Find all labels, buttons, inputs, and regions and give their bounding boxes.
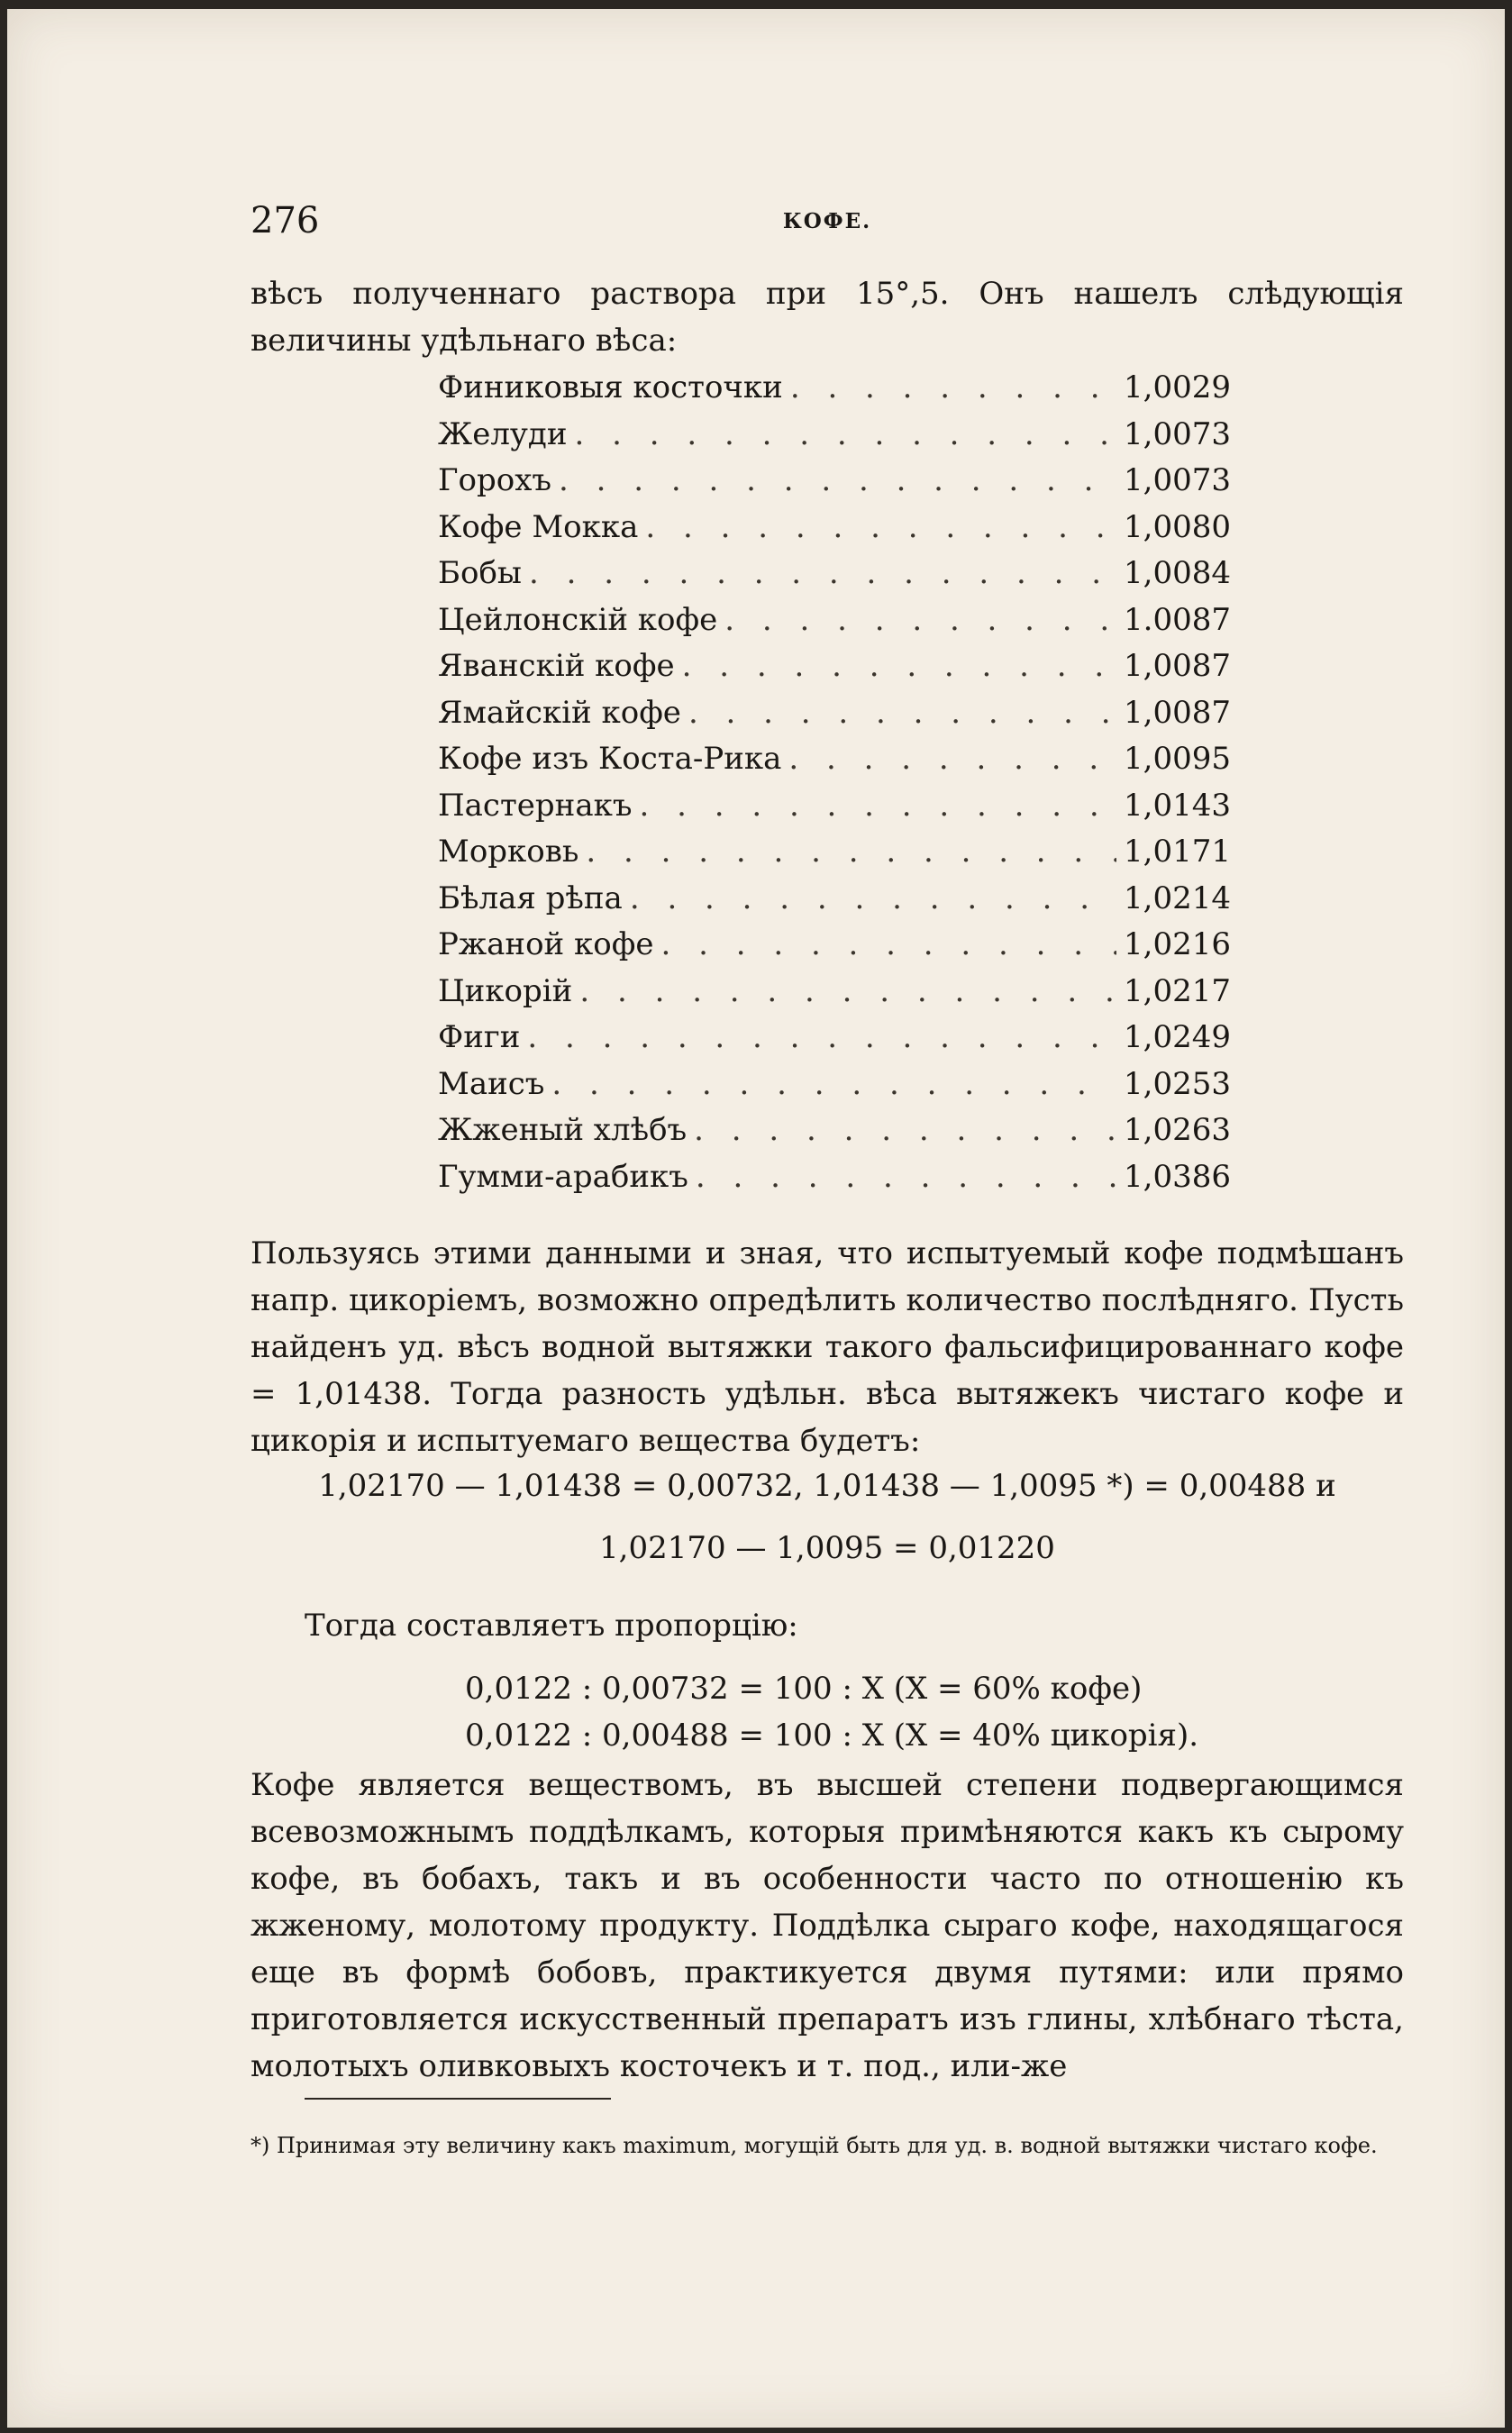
specific-gravity-value: 1,0217 [1124, 972, 1231, 1009]
dot-leader [645, 509, 1116, 545]
dot-leader [529, 555, 1116, 591]
table-row [438, 973, 1231, 1020]
substance-name: Цикорій [438, 972, 573, 1009]
specific-gravity-value: 1,0263 [1124, 1112, 1231, 1148]
equation-1: 1,02170 — 1,01438 = 0,00732, 1,01438 — 1,0095 *) = 0,00488 и [318, 1468, 1336, 1504]
footnote-rule [305, 2098, 611, 2100]
substance-name: Кофе Мокка [438, 508, 639, 545]
table-row [438, 1112, 1231, 1159]
substance-name: Жженый хлѣбъ [438, 1112, 688, 1148]
dot-leader [724, 602, 1116, 638]
table-row [438, 416, 1231, 463]
specific-gravity-value: 1,0171 [1124, 834, 1231, 870]
specific-gravity-value: 1,0084 [1124, 555, 1231, 591]
dot-leader [639, 788, 1116, 824]
dot-leader [682, 648, 1116, 684]
substance-name: Кофе изъ Коста-Рика [438, 741, 782, 777]
specific-gravity-value: 1,0249 [1124, 1019, 1231, 1055]
substance-name: Горохъ [438, 462, 552, 498]
table-row [438, 834, 1231, 880]
intro-paragraph: вѣсъ полученнаго раствора при 15°,5. Онъ нашелъ слѣдующія величины удѣльнаго вѣса: [250, 276, 1404, 359]
specific-gravity-value: 1,0080 [1124, 508, 1231, 545]
table-row [438, 926, 1231, 973]
specific-gravity-value: 1,0087 [1124, 694, 1231, 731]
table-row [438, 555, 1231, 602]
table-row [438, 602, 1231, 649]
table-row [438, 509, 1231, 556]
proportion-2: 0,0122 : 0,00488 = 100 : X (X = 40% цикорія). [465, 1718, 1199, 1754]
dot-leader [579, 973, 1116, 1009]
specific-gravity-value: 1,0073 [1124, 462, 1231, 498]
dot-leader [694, 1112, 1116, 1148]
substance-name: Желуди [438, 415, 568, 452]
table-row [438, 648, 1231, 695]
dot-leader [788, 741, 1116, 777]
method-paragraph: Пользуясь этими данными и зная, что испытуемый кофе подмѣшанъ напр. цикоріемъ, возможно опредѣлить количество послѣдняго. Пусть найденъ уд. вѣсъ водной вытяжки такого фальсифицированнаго кофе = 1,01438. Тогда разность удѣльн. вѣса вытяжекъ чистаго кофе и цикорія и испытуемаго вещества будетъ: [250, 1235, 1404, 1459]
substance-name: Маисъ [438, 1065, 545, 1102]
specific-gravity-value: 1,0095 [1124, 741, 1231, 777]
dot-leader [586, 834, 1116, 870]
specific-gravity-value: 1,0253 [1124, 1065, 1231, 1102]
specific-gravity-table [438, 369, 1231, 1205]
dot-leader [696, 1159, 1116, 1195]
specific-gravity-value: 1,0073 [1124, 415, 1231, 452]
table-row [438, 1019, 1231, 1066]
substance-name: Гумми-арабикъ [438, 1158, 688, 1195]
substance-name: Морковь [438, 834, 579, 870]
specific-gravity-value: 1,0087 [1124, 648, 1231, 684]
substance-name: Фиги [438, 1019, 521, 1055]
dot-leader [630, 880, 1116, 916]
table-row [438, 1159, 1231, 1206]
table-row [438, 880, 1231, 927]
table-row [438, 369, 1231, 416]
dot-leader [575, 416, 1117, 452]
adulteration-paragraph: Кофе является веществомъ, въ высшей степени подвергающимся всевозможнымъ поддѣлкамъ, которыя примѣняются какъ къ сырому кофе, въ бобахъ, такъ и въ особенности часто по отношенію къ жженому, молотому продукту. Поддѣлка сыраго кофе, находящагося еще въ формѣ бобовъ, практикуется двумя путями: или прямо приготовляется искусственный препаратъ изъ глины, хлѣбнаго тѣста, молотыхъ оливковыхъ косточекъ и т. под., или-же [250, 1767, 1404, 2084]
specific-gravity-value: 1,0029 [1124, 369, 1231, 406]
substance-name: Бобы [438, 555, 522, 591]
page-number: 276 [250, 200, 320, 241]
dot-leader [790, 369, 1116, 406]
dot-leader [559, 462, 1116, 498]
substance-name: Яванскій кофе [438, 648, 675, 684]
book-page [7, 9, 1505, 2428]
specific-gravity-value: 1,0214 [1124, 879, 1231, 916]
proportion-intro: Тогда составляетъ пропорцію: [305, 1608, 798, 1644]
table-row [438, 462, 1231, 509]
table-row [438, 695, 1231, 742]
table-row [438, 788, 1231, 834]
table-row [438, 1066, 1231, 1113]
specific-gravity-value: 1,0386 [1124, 1158, 1231, 1195]
specific-gravity-value: 1,0143 [1124, 787, 1231, 824]
dot-leader [527, 1019, 1116, 1055]
equation-2: 1,02170 — 1,0095 = 0,01220 [599, 1530, 1055, 1566]
substance-name: Цейлонскій кофе [438, 601, 718, 638]
table-row [438, 741, 1231, 788]
specific-gravity-value: 1,0216 [1124, 926, 1231, 962]
proportion-1: 0,0122 : 0,00732 = 100 : X (X = 60% кофе) [465, 1671, 1143, 1707]
page-header [250, 189, 1404, 243]
substance-name: Ржаной кофе [438, 926, 654, 962]
dot-leader [660, 926, 1116, 962]
running-title: КОФЕ. [782, 209, 872, 233]
footnote: *) Принимая эту величину какъ maximum, могущій быть для уд. в. водной вытяжки чистаго кофе. [250, 2133, 1378, 2158]
dot-leader [688, 695, 1116, 731]
substance-name: Ямайскій кофе [438, 694, 681, 731]
dot-leader [551, 1066, 1116, 1102]
substance-name: Финиковыя косточки [438, 369, 783, 406]
substance-name: Бѣлая рѣпа [438, 879, 623, 916]
substance-name: Пастернакъ [438, 787, 633, 824]
specific-gravity-value: 1.0087 [1124, 601, 1231, 638]
